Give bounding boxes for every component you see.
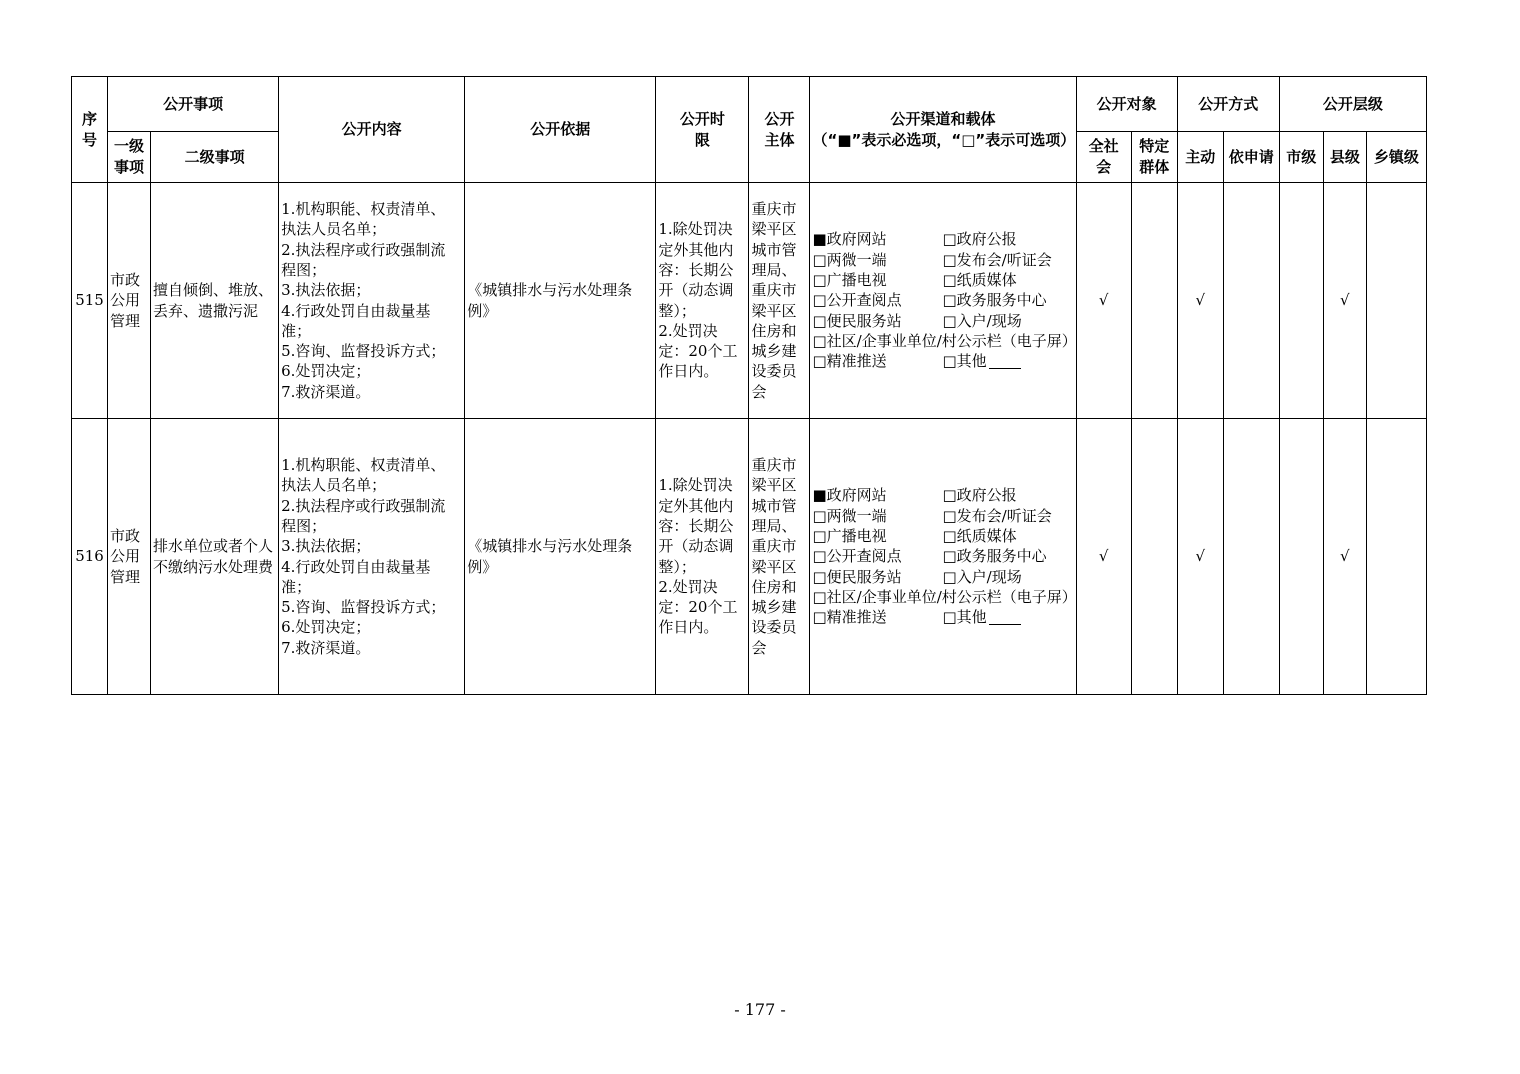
header-basis: 公开依据 <box>465 77 656 183</box>
channel-wechat: □两微一端 <box>812 506 887 525</box>
channel-gov-site: ■政府网站 <box>812 230 887 249</box>
channel-paper: □纸质媒体 <box>942 527 1017 546</box>
header-time-limit: 公开时限 <box>656 77 749 183</box>
header-level: 公开层级 <box>1279 77 1426 132</box>
channel-door: □入户/现场 <box>942 567 1022 586</box>
channel-note: （“■”表示必选项，“□”表示可选项） <box>812 130 1076 149</box>
blank-line <box>989 368 1021 369</box>
row-method-active: √ <box>1177 183 1223 419</box>
row-method-apply <box>1223 183 1279 419</box>
channel-service-center: □政务服务中心 <box>942 547 1047 566</box>
channel-gov-gazette: □政府公报 <box>942 486 1017 505</box>
row-channels <box>810 419 1076 695</box>
channel-reading-point: □公开查阅点 <box>812 291 902 310</box>
header-seq: 序号 <box>72 77 108 183</box>
row-target-specific <box>1131 183 1177 419</box>
channel-title: 公开渠道和载体 <box>890 109 996 128</box>
page-number: - 177 - <box>734 1000 786 1019</box>
header-level2: 二级事项 <box>151 132 279 183</box>
channel-service-station: □便民服务站 <box>812 311 902 330</box>
row-seq: 516 <box>72 419 108 695</box>
header-level1: 一级事项 <box>108 132 151 183</box>
row-target-all: √ <box>1076 183 1131 419</box>
channel-push: □精准推送 <box>812 352 887 371</box>
header-row-1 <box>72 77 1427 132</box>
channel-service-center: □政务服务中心 <box>942 291 1047 310</box>
channel-other: □其他 <box>942 351 1072 371</box>
channel-press: □发布会/听证会 <box>942 250 1052 269</box>
row-basis: 《城镇排水与污水处理条 例》 <box>465 183 656 419</box>
channel-press: □发布会/听证会 <box>942 506 1052 525</box>
header-target: 公开对象 <box>1076 77 1177 132</box>
header-level-town: 乡镇级 <box>1366 132 1426 183</box>
row-content: 1.机构职能、权责清单、 执法人员名单； 2.执法程序或行政强制流 程图； 3.执法依据； 4.行政处罚自由裁量基 准； 5.咨询、监督投诉方式； 6.处罚决定； 7.救济渠道。 <box>279 183 465 419</box>
header-channel <box>810 77 1076 183</box>
header-method-apply: 依申请 <box>1223 132 1279 183</box>
row-level-county: √ <box>1323 183 1366 419</box>
blank-line <box>989 624 1021 625</box>
channel-wechat: □两微一端 <box>812 250 887 269</box>
row-target-all: √ <box>1076 419 1131 695</box>
channel-community: □社区/企事业单位/村公示栏（电子屏） <box>812 331 1077 350</box>
header-subject: 公开主体 <box>749 77 810 183</box>
row-time-limit: 1.除处罚决 定外其他内 容：长期公 开（动态调 整）； 2.处罚决 定：20个工 作日内。 <box>656 419 749 695</box>
channel-door: □入户/现场 <box>942 311 1022 330</box>
channel-service-station: □便民服务站 <box>812 567 902 586</box>
channel-paper: □纸质媒体 <box>942 271 1017 290</box>
row-level-county: √ <box>1323 419 1366 695</box>
row-level-city <box>1279 419 1323 695</box>
row-level-city <box>1279 183 1323 419</box>
channel-push: □精准推送 <box>812 608 887 627</box>
disclosure-table <box>71 76 1427 695</box>
row-content: 1.机构职能、权责清单、 执法人员名单； 2.执法程序或行政强制流 程图； 3.执法依据； 4.行政处罚自由裁量基 准； 5.咨询、监督投诉方式； 6.处罚决定； 7.救济渠道。 <box>279 419 465 695</box>
channel-gov-site: ■政府网站 <box>812 486 887 505</box>
row-subject: 重庆市 梁平区 城市管 理局、 重庆市 梁平区 住房和 城乡建 设委员 会 <box>749 419 810 695</box>
row-subject: 重庆市 梁平区 城市管 理局、 重庆市 梁平区 住房和 城乡建 设委员 会 <box>749 183 810 419</box>
channel-broadcast: □广播电视 <box>812 527 887 546</box>
row-level2: 擅自倾倒、堆放、丢弃、遗撒污泥 <box>151 183 279 419</box>
row-time-limit: 1.除处罚决 定外其他内 容：长期公 开（动态调 整）； 2.处罚决 定：20个工 作日内。 <box>656 183 749 419</box>
row-method-apply <box>1223 419 1279 695</box>
header-target-all: 全社会 <box>1076 132 1131 183</box>
channel-reading-point: □公开查阅点 <box>812 547 902 566</box>
row-basis: 《城镇排水与污水处理条 例》 <box>465 419 656 695</box>
row-channels <box>810 183 1076 419</box>
row-method-active: √ <box>1177 419 1223 695</box>
row-level-town <box>1366 419 1426 695</box>
row-level1: 市政公用管理 <box>108 419 151 695</box>
channel-community: □社区/企事业单位/村公示栏（电子屏） <box>812 587 1077 606</box>
row-seq: 515 <box>72 183 108 419</box>
header-level-city: 市级 <box>1279 132 1323 183</box>
header-method: 公开方式 <box>1177 77 1279 132</box>
row-target-specific <box>1131 419 1177 695</box>
table-row <box>72 183 1427 419</box>
channel-broadcast: □广播电视 <box>812 271 887 290</box>
header-public-items: 公开事项 <box>108 77 279 132</box>
channel-other: □其他 <box>942 607 1072 627</box>
header-method-active: 主动 <box>1177 132 1223 183</box>
channel-gov-gazette: □政府公报 <box>942 230 1017 249</box>
row-level1: 市政公用管理 <box>108 183 151 419</box>
header-level-county: 县级 <box>1323 132 1366 183</box>
table-row <box>72 419 1427 695</box>
channel-list <box>812 229 1077 371</box>
header-target-specific: 特定群体 <box>1131 132 1177 183</box>
header-content: 公开内容 <box>279 77 465 183</box>
row-level-town <box>1366 183 1426 419</box>
row-level2: 排水单位或者个人不缴纳污水处理费 <box>151 419 279 695</box>
channel-list <box>812 485 1077 627</box>
